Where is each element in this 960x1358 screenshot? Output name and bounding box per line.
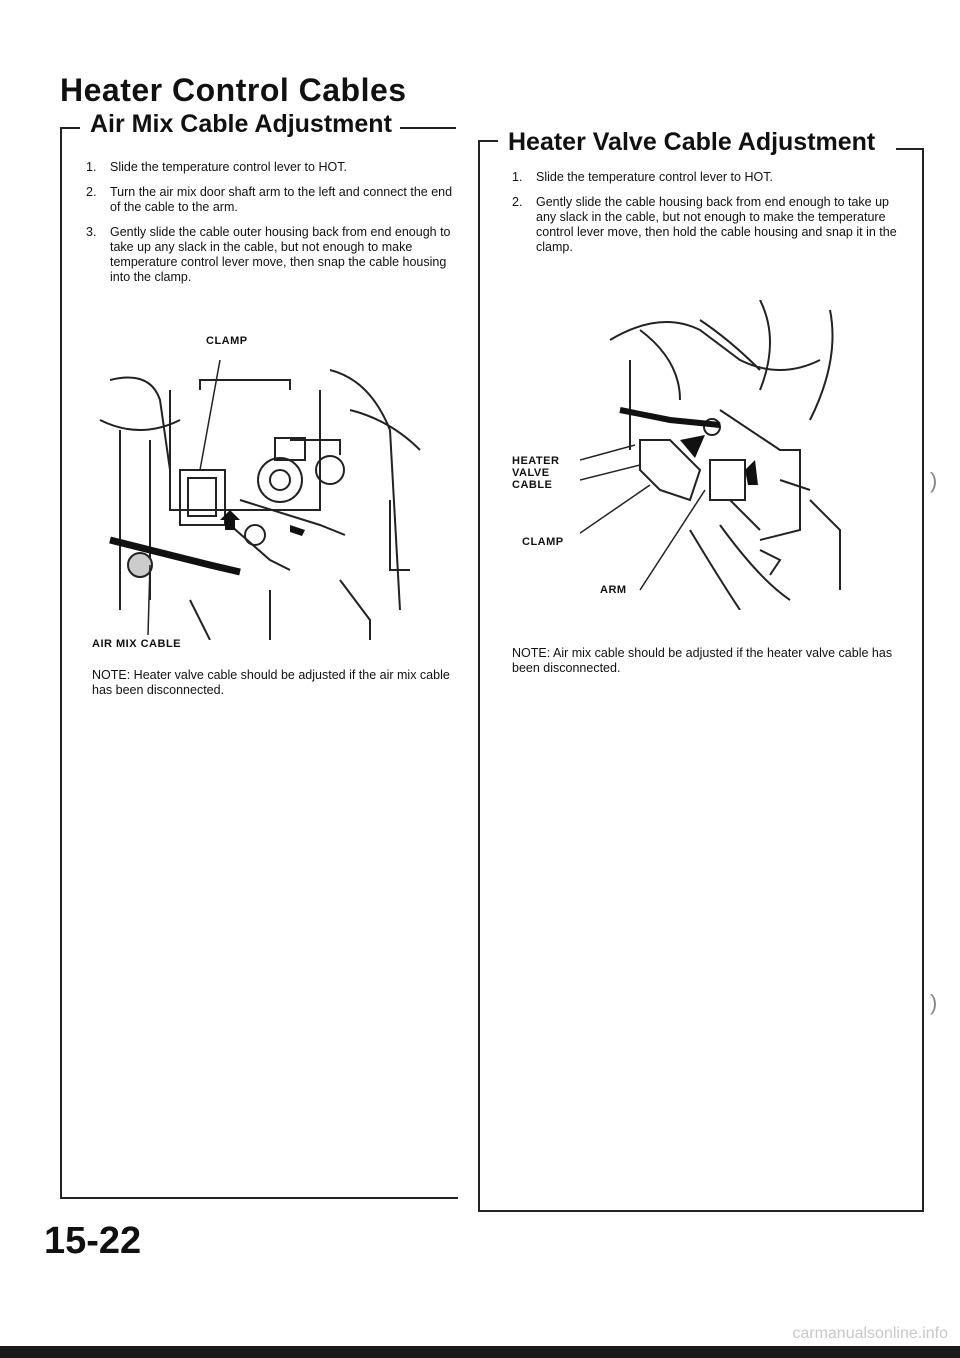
- step-item: [512, 195, 902, 255]
- heater-valve-cable-label: HEATER VALVE CABLE: [512, 455, 560, 491]
- heater-valve-cable-illustration: [580, 300, 880, 610]
- step-text: Slide the temperature control lever to HOT.: [110, 160, 347, 174]
- air-mix-cable-illustration: [90, 350, 450, 640]
- heater-valve-heading: Heater Valve Cable Adjustment: [500, 128, 883, 157]
- step-item: [86, 185, 456, 215]
- page-title: Heater Control Cables: [60, 72, 407, 108]
- air-mix-cable-label: AIR MIX CABLE: [92, 638, 181, 650]
- edge-mark: ): [930, 990, 938, 1015]
- step-number: 1.: [512, 170, 523, 184]
- edge-mark: ): [930, 468, 938, 493]
- step-text: Gently slide the cable housing back from end enough to take up any slack in the cable, but not enough to make the temperature control lever move, then hold the cable housing and snap it in the clamp.: [536, 195, 897, 254]
- air-mix-note: NOTE: Heater valve cable should be adjusted if the air mix cable has been disconnected.: [92, 668, 450, 697]
- air-mix-heading: Air Mix Cable Adjustment: [82, 110, 400, 139]
- footer-bar: [0, 1346, 960, 1358]
- step-text: Turn the air mix door shaft arm to the left and connect the end of the cable to the arm.: [110, 185, 453, 214]
- heater-valve-note: NOTE: Air mix cable should be adjusted if the heater valve cable has been disconnected.: [512, 646, 893, 675]
- step-number: 1.: [86, 160, 97, 174]
- step-item: [86, 225, 456, 285]
- step-item: [86, 160, 456, 175]
- heater-valve-arm-label: ARM: [600, 584, 627, 596]
- step-number: 3.: [86, 225, 97, 239]
- air-mix-clamp-label: CLAMP: [206, 335, 248, 347]
- page-number: 15-22: [44, 1220, 142, 1262]
- heater-valve-steps: [512, 170, 902, 265]
- step-number: 2.: [512, 195, 523, 209]
- footer-watermark: carmanualsonline.info: [792, 1325, 948, 1342]
- step-text: Gently slide the cable outer housing back from end enough to take up any slack in the cable, but not enough to make temperature control lever move, then snap the cable housing into the clamp.: [110, 225, 451, 284]
- heater-valve-clamp-label: CLAMP: [522, 536, 564, 548]
- step-item: [512, 170, 902, 185]
- step-text: Slide the temperature control lever to HOT.: [536, 170, 773, 184]
- air-mix-steps: [86, 160, 456, 295]
- step-number: 2.: [86, 185, 97, 199]
